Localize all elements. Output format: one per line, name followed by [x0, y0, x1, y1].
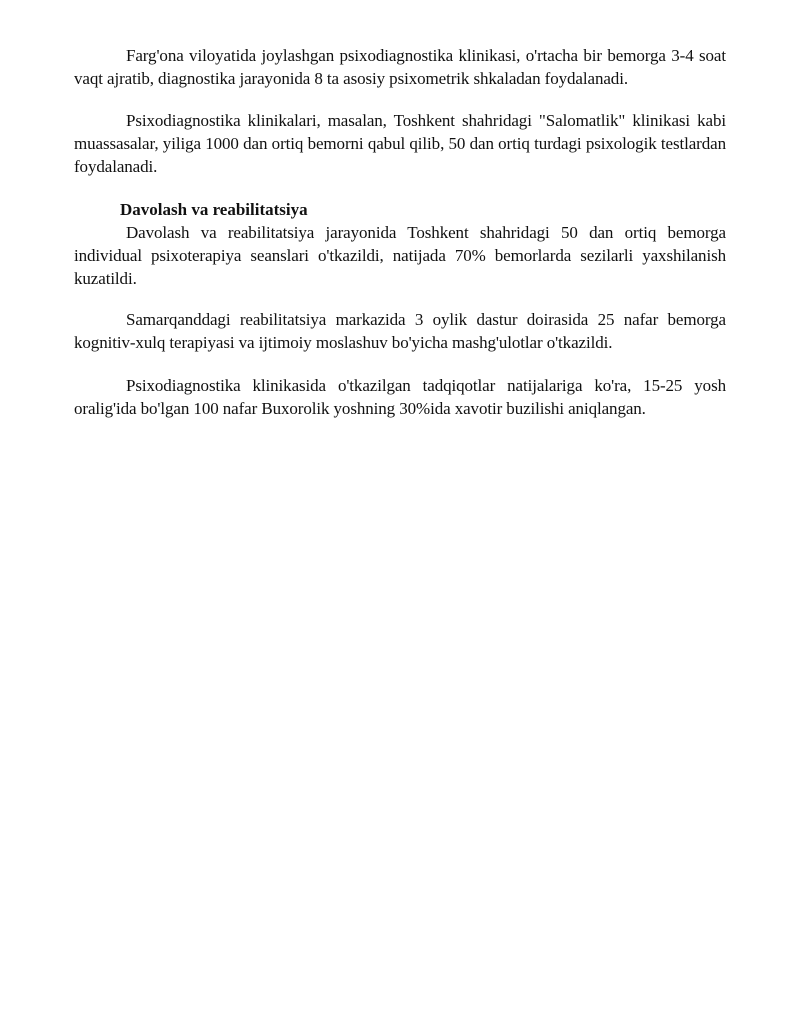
paragraph-treatment-tashkent: Davolash va reabilitatsiya jarayonida Toshkent shahridagi 50 dan ortiq bemorga individual psixoterapiya seanslari o'tkazildi, natijada 70% bemorlarda sezilarli yaxshilanish kuzatildi.	[74, 223, 726, 288]
paragraph-samarkand-rehab: Samarqanddagi reabilitatsiya markazida 3 oylik dastur doirasida 25 nafar bemorga kognitiv-xulq terapiyasi va ijtimoiy moslashuv bo'yicha mashg'ulotlar o'tkazildi.	[74, 310, 726, 352]
paragraph-tashkent-clinics: Psixodiagnostika klinikalari, masalan, Toshkent shahridagi "Salomatlik" klinikasi kabi muassasalar, yiliga 1000 dan ortiq bemorni qabul qilib, 50 dan ortiq turdagi psixologik testlardan foydalanadi.	[74, 111, 726, 176]
document-page	[74, 44, 726, 420]
section-heading: Davolash va reabilitatsiya	[120, 200, 308, 219]
paragraph-fergana-clinic: Farg'ona viloyatida joylashgan psixodiagnostika klinikasi, o'rtacha bir bemorga 3-4 soat vaqt ajratib, diagnostika jarayonida 8 ta asosiy psixometrik shkaladan foydalanadi.	[74, 46, 726, 88]
paragraph-bukhara-study: Psixodiagnostika klinikasida o'tkazilgan tadqiqotlar natijalariga ko'ra, 15-25 yosh oralig'ida bo'lgan 100 nafar Buxorolik yoshning 30%ida xavotir buzilishi aniqlangan.	[74, 376, 726, 418]
